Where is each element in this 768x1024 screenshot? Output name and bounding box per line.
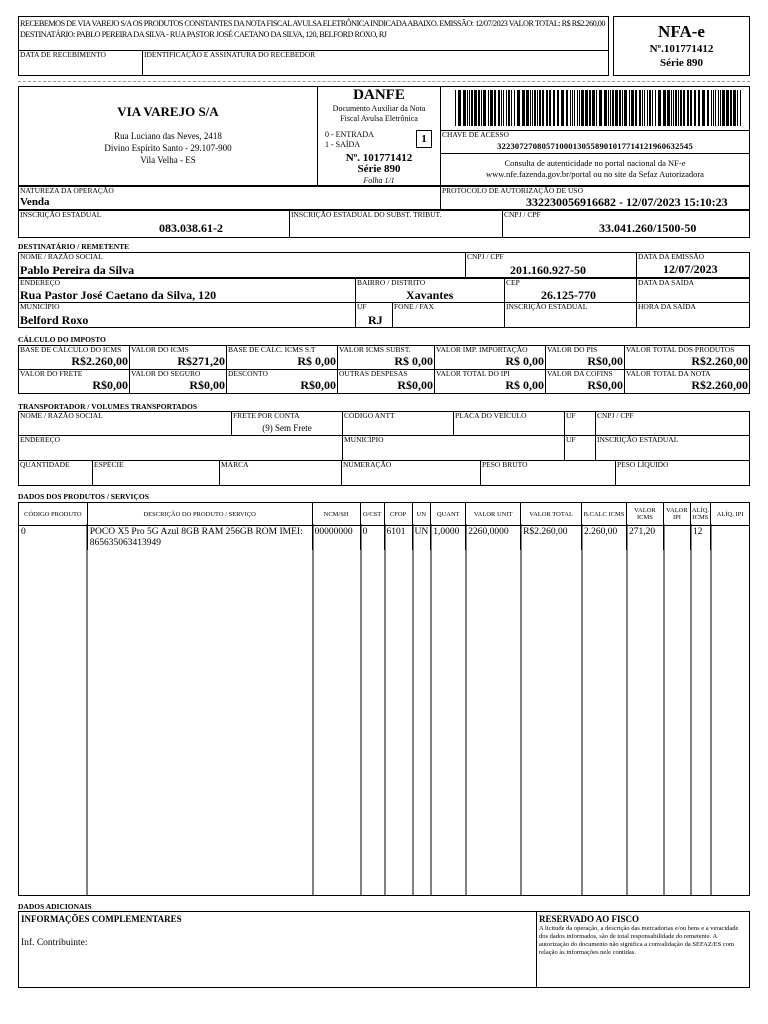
tax-field-label: VALOR DO ICMS — [131, 345, 189, 354]
protocol-field: PROTOCOLO DE AUTORIZAÇÃO DE USO 332230056916682 - 12/07/2023 15:10:23 — [440, 186, 750, 210]
tax-field-label: VALOR TOTAL DA NOTA — [626, 369, 711, 378]
barcode-bar — [514, 90, 515, 126]
barcode-bar — [711, 90, 712, 126]
barcode-bar — [604, 90, 607, 126]
barcode-bar — [663, 90, 666, 126]
tax-field-label: BASE DE CÁLCULO DO ICMS — [20, 345, 122, 354]
products-header-cell: ALÍQ. IPI — [711, 503, 750, 526]
product-cell: 2260,0000 — [466, 526, 521, 551]
barcode-bar — [561, 90, 564, 126]
products-header-cell: NCM/SH — [312, 503, 360, 526]
barcode-bar — [483, 90, 486, 126]
tax-field-2-2 — [129, 369, 227, 394]
products-header-cell: DESCRIÇÃO DO PRODUTO / SERVIÇO — [87, 503, 312, 526]
nfa-stub-box — [613, 16, 750, 76]
access-key-box: CHAVE DE ACESSO 32230727080571000130558901017714121960632545 — [440, 130, 750, 154]
tax-field-label: OUTRAS DESPESAS — [339, 369, 408, 378]
state-registration-st-field: INSCRIÇÃO ESTADUAL DO SUBST. TRIBUT. — [289, 210, 503, 238]
barcode-bar — [644, 90, 645, 126]
tax-field-2-1 — [18, 369, 130, 394]
issuer-address-street: Rua Luciano das Neves, 2418 — [114, 131, 222, 141]
barcode-bar — [534, 90, 536, 126]
complementary-info-text: Inf. Contribuinte: — [21, 938, 88, 948]
operation-nature-value: Venda — [20, 196, 50, 208]
products-header-cell: CFOP — [384, 503, 412, 526]
recipient-zip: 26.125-770 — [541, 288, 596, 302]
product-cell: UN — [412, 526, 431, 551]
tax-field-label: DESCONTO — [228, 369, 268, 378]
barcode-image — [455, 90, 741, 126]
barcode-bar — [458, 90, 461, 126]
barcode-bar — [537, 90, 538, 126]
authenticity-box — [440, 153, 750, 186]
barcode-bar — [639, 90, 641, 126]
barcode-bar — [702, 90, 705, 126]
freight-field: FRETE POR CONTA (9) Sem Frete — [231, 411, 343, 436]
nfa-title: NFA-e — [658, 22, 705, 41]
issue-date-field: DATA DA EMISSÃO 12/07/2023 — [636, 252, 750, 278]
issue-date: 12/07/2023 — [663, 262, 718, 276]
barcode-bar — [658, 90, 661, 126]
barcode-bar — [649, 90, 651, 126]
barcode-bar — [683, 90, 685, 126]
barcode-bar — [622, 90, 623, 126]
barcode-bar — [455, 90, 456, 126]
barcode-box — [440, 86, 750, 131]
tax-field-label: VALOR TOTAL DOS PRODUTOS — [626, 345, 735, 354]
barcode-bar — [740, 90, 741, 126]
barcode-bar — [585, 90, 588, 126]
issuer-address-district: Divino Espírito Santo - 29.107-900 — [104, 143, 232, 153]
barcode-bar — [469, 90, 470, 126]
tax-field-label: VALOR DO FRETE — [20, 369, 83, 378]
tax-field-1-2 — [129, 345, 227, 370]
tax-field-value: R$ 0,00 — [394, 354, 433, 368]
products-header-cell: UN — [412, 503, 431, 526]
tax-field-value: R$2.260,00 — [691, 378, 748, 392]
recipient-city: Belford Roxo — [20, 313, 89, 327]
barcode-bar — [508, 90, 510, 126]
recipient-section-title: DESTINATÁRIO / REMETENTE — [18, 242, 130, 251]
recipient-name: Pablo Pereira da Silva — [20, 263, 135, 277]
barcode-bar — [478, 90, 480, 126]
barcode-bar — [671, 90, 672, 126]
barcode-bar — [501, 90, 502, 126]
product-cell: R$2.260,00 — [521, 526, 582, 551]
barcode-bar — [667, 90, 670, 126]
tax-field-2-6 — [545, 369, 625, 394]
recipient-state: RJ — [368, 313, 383, 327]
exit-label: 1 - SAÍDA — [325, 140, 361, 149]
issuer-cnpj-value: 33.041.260/1500-50 — [599, 221, 697, 235]
recipient-phone-field: FONE / FAX — [392, 302, 505, 328]
barcode-bar — [713, 90, 714, 126]
barcode-bar — [737, 90, 738, 126]
tax-field-label: VALOR DA COFINS — [547, 369, 613, 378]
products-header-cell: QUANT — [431, 503, 466, 526]
carrier-cnpj-field: CNPJ / CPF — [595, 411, 750, 436]
receipt-text: RECEBEMOS DE VIA VAREJO S/A OS PRODUTOS CONSTANTES DA NOTA FISCAL AVULSA ELETRÔNICA INDICADA ABAIXO. EMISSÃO: 12/07/2023 VALOR TOTAL: R$ R$2.260,00 DESTINATÁRIO: PABLO PEREIRA DA SILVA - RUA PASTOR JOSÉ CAETANO DA SILVA, 120, BELFORD ROXO, RJ — [20, 19, 605, 39]
danfe-box — [317, 86, 441, 186]
barcode-bar — [619, 90, 621, 126]
barcode-bar — [624, 90, 627, 126]
complementary-info-box — [18, 911, 537, 988]
barcode-bar — [596, 90, 597, 126]
tax-field-value: R$ 0,00 — [505, 354, 544, 368]
tax-field-label: BASE DE CALC. ICMS S.T — [228, 345, 316, 354]
volume-brand-field: MARCA — [219, 460, 342, 486]
fiscal-reserved-text: A licitude da operação, a descrição das mercadorias e/ou bens e a veracidade dos dados informados, são de total responsabilidade do remetente. A autorização do documento não significa a convalidação da SEFAZ/ES com relação às informações nele contidas. — [539, 925, 739, 956]
barcode-bar — [511, 90, 512, 126]
issuer-box — [18, 86, 318, 186]
barcode-bar — [599, 90, 602, 126]
recipient-state-field: UF RJ — [355, 302, 393, 328]
products-header-cell: B.CALC ICMS — [582, 503, 627, 526]
barcode-bar — [680, 90, 682, 126]
barcode-bar — [698, 90, 700, 126]
authenticity-text-1: Consulta de autenticidade no portal nacional da NF-e — [504, 158, 686, 168]
barcode-bar — [577, 90, 578, 126]
barcode-bar — [557, 90, 559, 126]
barcode-bar — [720, 90, 721, 126]
barcode-bar — [526, 90, 529, 126]
carrier-address-field: ENDEREÇO — [18, 435, 343, 461]
tax-field-value: R$2.260,00 — [691, 354, 748, 368]
tax-field-value: R$0,00 — [189, 378, 225, 392]
tax-field-2-7 — [624, 369, 750, 394]
barcode-bar — [581, 90, 584, 126]
barcode-bar — [733, 90, 736, 126]
barcode-bar — [631, 90, 634, 126]
barcode-bar — [467, 90, 468, 126]
tax-field-1-4 — [337, 345, 435, 370]
carrier-section-title: TRANSPORTADOR / VOLUMES TRANSPORTADOS — [18, 402, 198, 411]
operation-nature-field: NATUREZA DA OPERAÇÃO Venda — [18, 186, 441, 210]
barcode-bar — [481, 90, 482, 126]
tax-field-1-6 — [545, 345, 625, 370]
barcode-bar — [608, 90, 609, 126]
complementary-info-title: INFORMAÇÕES COMPLEMENTARES — [21, 914, 182, 924]
issuer-cnpj-field: CNPJ / CPF 33.041.260/1500-50 — [502, 210, 750, 238]
barcode-bar — [652, 90, 653, 126]
tax-field-value: R$0,00 — [397, 378, 433, 392]
barcode-bar — [539, 90, 541, 126]
access-key-value: 32230727080571000130558901017714121960632545 — [497, 141, 693, 151]
barcode-bar — [532, 90, 533, 126]
carrier-state-registration-field: INSCRIÇÃO ESTADUAL — [595, 435, 750, 461]
tax-field-1-5 — [434, 345, 546, 370]
barcode-bar — [494, 90, 496, 126]
danfe-sheet: Folha 1/1 — [363, 176, 395, 185]
barcode-bar — [471, 90, 473, 126]
barcode-bar — [635, 90, 637, 126]
recipient-zip-field: CEP 26.125-770 — [504, 278, 637, 303]
tax-field-value: R$0,00 — [300, 378, 336, 392]
authenticity-text-2: www.nfe.fazenda.gov.br/portal ou no site da Sefaz Autorizadora — [486, 169, 704, 179]
state-registration-field: INSCRIÇÃO ESTADUAL 083.038.61-2 — [18, 210, 290, 238]
tax-field-label: VALOR IMP. IMPORTAÇÃO — [436, 345, 528, 354]
recipient-state-registration-field: INSCRIÇÃO ESTADUAL — [504, 302, 637, 328]
products-header-cell: VALOR IPI — [663, 503, 690, 526]
fiscal-reserved-box — [536, 911, 750, 988]
barcode-bar — [553, 90, 555, 126]
danfe-number: Nº. 101771412 — [345, 152, 413, 164]
danfe-title: DANFE — [353, 87, 405, 103]
carrier-city-field: MUNICÍPIO — [342, 435, 565, 461]
issuer-name: VIA VAREJO S/A — [117, 104, 219, 119]
product-cell: 0 — [360, 526, 384, 551]
barcode-bar — [647, 90, 648, 126]
product-cell: 2.260,00 — [582, 526, 627, 551]
vehicle-plate-field: PLACA DO VEÍCULO — [453, 411, 565, 436]
barcode-bar — [730, 90, 732, 126]
products-header-cell: VALOR TOTAL — [521, 503, 582, 526]
barcode-bar — [488, 90, 489, 126]
receipt-date-field: DATA DE RECEBIMENTO — [18, 50, 143, 76]
tax-field-label: VALOR TOTAL DO IPI — [436, 369, 510, 378]
danfe-subtitle-1: Documento Auxiliar da Nota — [332, 104, 426, 113]
barcode-bar — [549, 90, 551, 126]
recipient-cnpj: 201.160.927-50 — [510, 263, 586, 277]
danfe-subtitle-2: Fiscal Avulsa Eletrônica — [340, 114, 418, 123]
nfa-number: Nº.101771412 — [649, 43, 714, 55]
recipient-city-field: MUNICÍPIO Belford Roxo — [18, 302, 356, 328]
entry-label: 0 - ENTRADA — [325, 130, 374, 139]
barcode-bar — [474, 90, 477, 126]
product-cell: POCO X5 Pro 5G Azul 8GB RAM 256GB ROM IMEI: 865635063413949 — [87, 526, 312, 551]
tax-field-label: VALOR DO PIS — [547, 345, 598, 354]
barcode-bar — [687, 90, 689, 126]
barcode-bar — [503, 90, 504, 126]
freight-value: (9) Sem Frete — [262, 423, 312, 433]
barcode-bar — [572, 90, 573, 126]
barcode-bar — [690, 90, 692, 126]
barcode-bar — [642, 90, 643, 126]
tax-section-title: CÁLCULO DO IMPOSTO — [18, 335, 106, 344]
barcode-bar — [530, 90, 531, 126]
barcode-bar — [718, 90, 719, 126]
barcode-bar — [629, 90, 630, 126]
barcode-bar — [678, 90, 679, 126]
nfa-series: Série 890 — [659, 57, 704, 69]
products-header-cell: CÓDIGO PRODUTO — [19, 503, 88, 526]
fiscal-reserved-title: RESERVADO AO FISCO — [539, 914, 640, 924]
carrier-state-field: UF — [564, 411, 596, 436]
barcode-bar — [675, 90, 677, 126]
barcode-bar — [715, 90, 716, 126]
carrier-state-field-2: UF — [564, 435, 596, 461]
protocol-value: 332230056916682 - 12/07/2023 15:10:23 — [526, 195, 728, 209]
barcode-bar — [655, 90, 656, 126]
tax-field-2-3 — [226, 369, 338, 394]
barcode-bar — [610, 90, 611, 126]
exit-date-field: DATA DA SAÍDA — [636, 278, 750, 303]
barcode-bar — [592, 90, 595, 126]
tax-field-value: R$0,00 — [92, 378, 128, 392]
barcode-bar — [574, 90, 575, 126]
tax-field-value: R$271,20 — [177, 354, 225, 368]
cut-line — [18, 81, 750, 82]
tax-field-1-1 — [18, 345, 130, 370]
tax-field-value: R$ 0,00 — [505, 378, 544, 392]
barcode-bar — [589, 90, 591, 126]
danfe-series: Série 890 — [357, 163, 401, 175]
barcode-bar — [490, 90, 493, 126]
barcode-bar — [546, 90, 548, 126]
recipient-address-field: ENDEREÇO Rua Pastor José Caetano da Silva, 120 — [18, 278, 356, 303]
issuer-address-city: Vila Velha - ES — [140, 155, 196, 165]
product-cell: 1,0000 — [431, 526, 466, 551]
volume-species-field: ESPÉCIE — [92, 460, 220, 486]
tax-field-label: VALOR ICMS SUBST. — [339, 345, 411, 354]
barcode-bar — [463, 90, 466, 126]
products-header-cell: VALOR UNIT — [466, 503, 521, 526]
barcode-bar — [722, 90, 725, 126]
recipient-cnpj-field: CNPJ / CPF 201.160.927-50 — [465, 252, 637, 278]
barcode-bar — [506, 90, 507, 126]
barcode-bar — [673, 90, 674, 126]
barcode-bar — [517, 90, 520, 126]
tax-field-value: R$0,00 — [587, 354, 623, 368]
barcode-bar — [579, 90, 580, 126]
barcode-bar — [566, 90, 568, 126]
barcode-bar — [522, 90, 525, 126]
operation-type-box: 1 — [416, 130, 432, 148]
barcode-bar — [498, 90, 500, 126]
carrier-name-field: NOME / RAZÃO SOCIAL — [18, 411, 232, 436]
products-header-cell: VALOR ICMS — [626, 503, 663, 526]
tax-field-value: R$2.260,00 — [71, 354, 128, 368]
barcode-bar — [726, 90, 729, 126]
recipient-district: Xavantes — [406, 288, 454, 302]
product-cell: 271,20 — [626, 526, 663, 551]
volume-quantity-field: QUANTIDADE — [18, 460, 93, 486]
products-header-cell: O/CST — [360, 503, 384, 526]
barcode-bar — [707, 90, 709, 126]
additional-section-title: DADOS ADICIONAIS — [18, 902, 92, 911]
products-header-row — [19, 503, 750, 526]
product-cell: 6101 — [384, 526, 412, 551]
product-cell: 00000000 — [312, 526, 360, 551]
state-registration-value: 083.038.61-2 — [159, 221, 223, 235]
product-cell: 0 — [19, 526, 88, 551]
antt-code-field: CÓDIGO ANTT — [342, 411, 454, 436]
barcode-bar — [615, 90, 618, 126]
barcode-bar — [694, 90, 696, 126]
net-weight-field: PESO LÍQUIDO — [615, 460, 750, 486]
tax-field-1-7 — [624, 345, 750, 370]
tax-field-1-3 — [226, 345, 338, 370]
recipient-district-field: BAIRRO / DISTRITO Xavantes — [355, 278, 505, 303]
recipient-address: Rua Pastor José Caetano da Silva, 120 — [20, 288, 217, 302]
barcode-bar — [570, 90, 571, 126]
products-column-lines — [18, 524, 750, 896]
products-section-title: DADOS DOS PRODUTOS / SERVIÇOS — [18, 492, 149, 501]
recipient-name-field: NOME / RAZÃO SOCIAL Pablo Pereira da Silva — [18, 252, 466, 278]
exit-time-field: HORA DA SAÍDA — [636, 302, 750, 328]
barcode-bar — [612, 90, 614, 126]
products-header-cell: ALÍQ. ICMS — [690, 503, 710, 526]
tax-field-2-4 — [337, 369, 435, 394]
gross-weight-field: PESO BRUTO — [480, 460, 616, 486]
volume-numbering-field: NUMERAÇÃO — [341, 460, 481, 486]
barcode-bar — [542, 90, 544, 126]
receipt-signature-field: IDENTIFICAÇÃO E ASSINATURA DO RECEBEDOR — [142, 50, 609, 76]
tax-field-value: R$ 0,00 — [297, 354, 336, 368]
tax-field-value: R$0,00 — [587, 378, 623, 392]
tax-field-label: VALOR DO SEGURO — [131, 369, 201, 378]
tax-field-2-5 — [434, 369, 546, 394]
product-cell: 12 — [690, 526, 710, 551]
